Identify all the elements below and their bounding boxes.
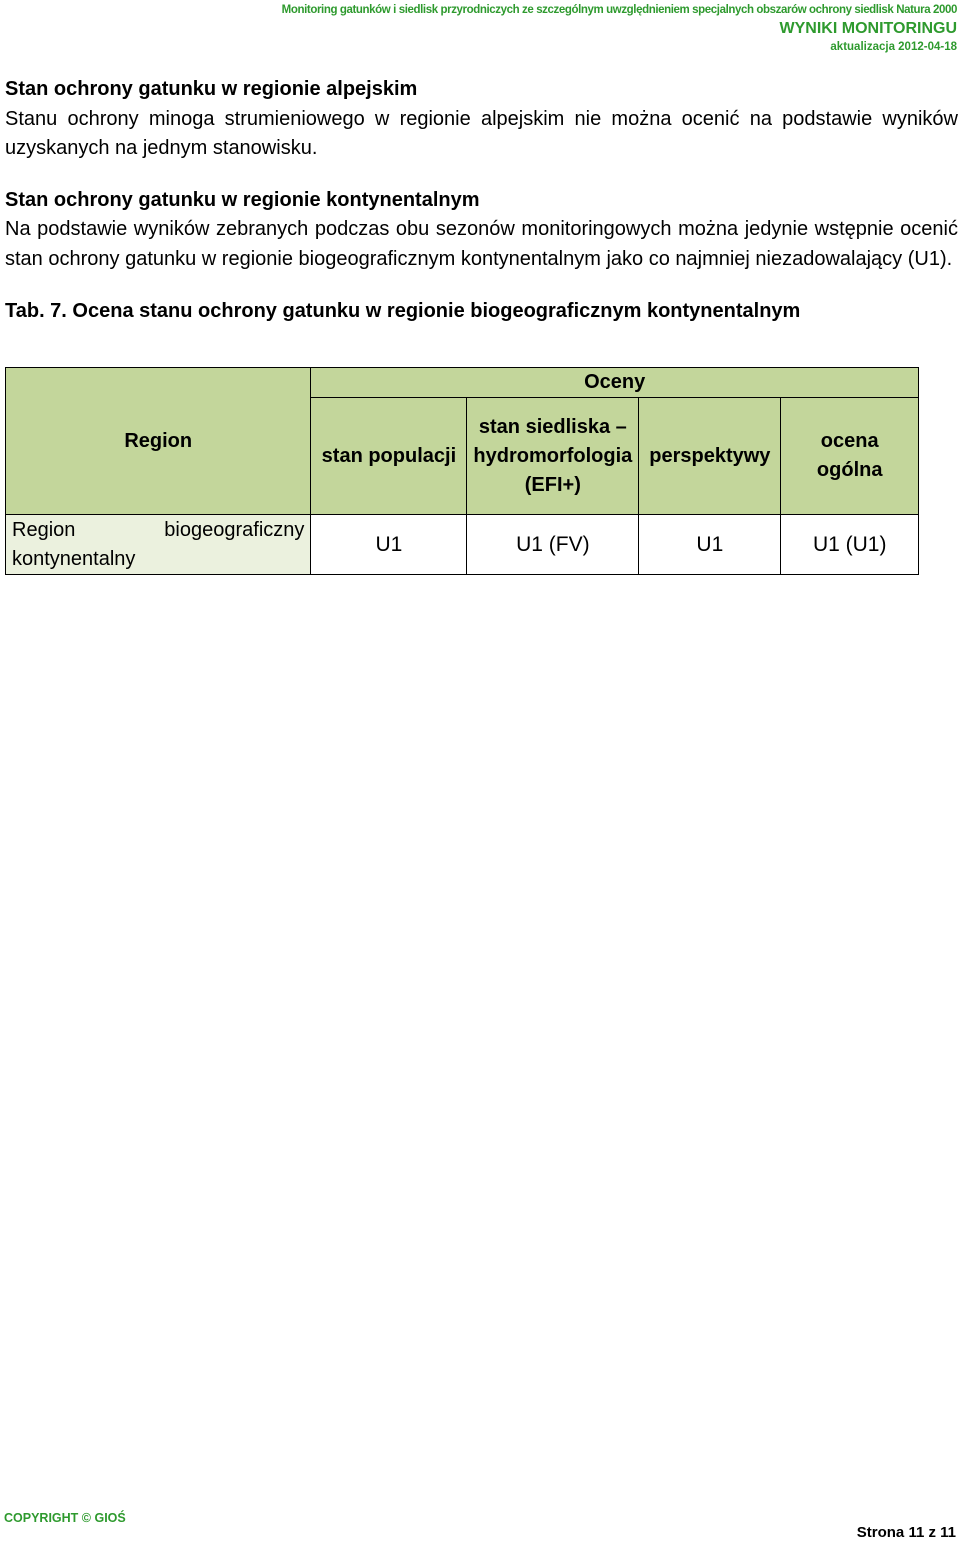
section-text-alpine: Stanu ochrony minoga strumieniowego w regionie alpejskim nie można ocenić na podstawie wyników uzyskanych na jednym stanowisku. <box>5 107 958 159</box>
header-perspektywy: perspektywy <box>639 398 781 515</box>
cell-stan-populacji: U1 <box>311 515 467 575</box>
section-text-continental: Na podstawie wyników zebranych podczas obu sezonów monitoringowych można jedynie wstępnie ocenić stan ochrony gatunku w regionie biogeograficznym kontynentalnym jako co najmniej niezadowalający (U1). <box>5 218 958 270</box>
page-number: Strona 11 z 11 <box>856 1524 956 1541</box>
copyright-notice: COPYRIGHT © GIOŚ <box>4 1511 126 1525</box>
header-region: Region <box>6 368 311 515</box>
document-body <box>5 75 958 325</box>
cell-perspektywy: U1 <box>639 515 781 575</box>
header-project-title: Monitoring gatunków i siedlisk przyrodniczych ze szczególnym uwzględnieniem specjalnych obszarów ochrony siedlisk Natura 2000 <box>281 4 957 16</box>
table-row <box>6 515 919 575</box>
header-stan-siedliska: stan siedliska – hydromorfologia (EFI+) <box>467 398 639 515</box>
section-title-continental: Stan ochrony gatunku w regionie kontynentalnym <box>5 188 480 211</box>
page-header <box>282 2 957 54</box>
cell-stan-siedliska: U1 (FV) <box>467 515 639 575</box>
section-title-alpine: Stan ochrony gatunku w regionie alpejskim <box>5 78 418 100</box>
header-stan-populacji: stan populacji <box>311 398 467 515</box>
header-update-date: aktualizacja 2012-04-18 <box>830 41 957 53</box>
assessment-table <box>5 367 919 575</box>
row-region: Region biogeograficzny kontynentalny <box>6 515 311 575</box>
cell-ocena-ogolna: U1 (U1) <box>781 515 919 575</box>
header-report-title: WYNIKI MONITORINGU <box>779 20 957 37</box>
table-caption: Tab. 7. Ocena stanu ochrony gatunku w regionie biogeograficznym kontynentalnym <box>5 300 801 322</box>
header-oceny: Oceny <box>311 368 919 398</box>
header-ocena-ogolna: ocena ogólna <box>781 398 919 515</box>
